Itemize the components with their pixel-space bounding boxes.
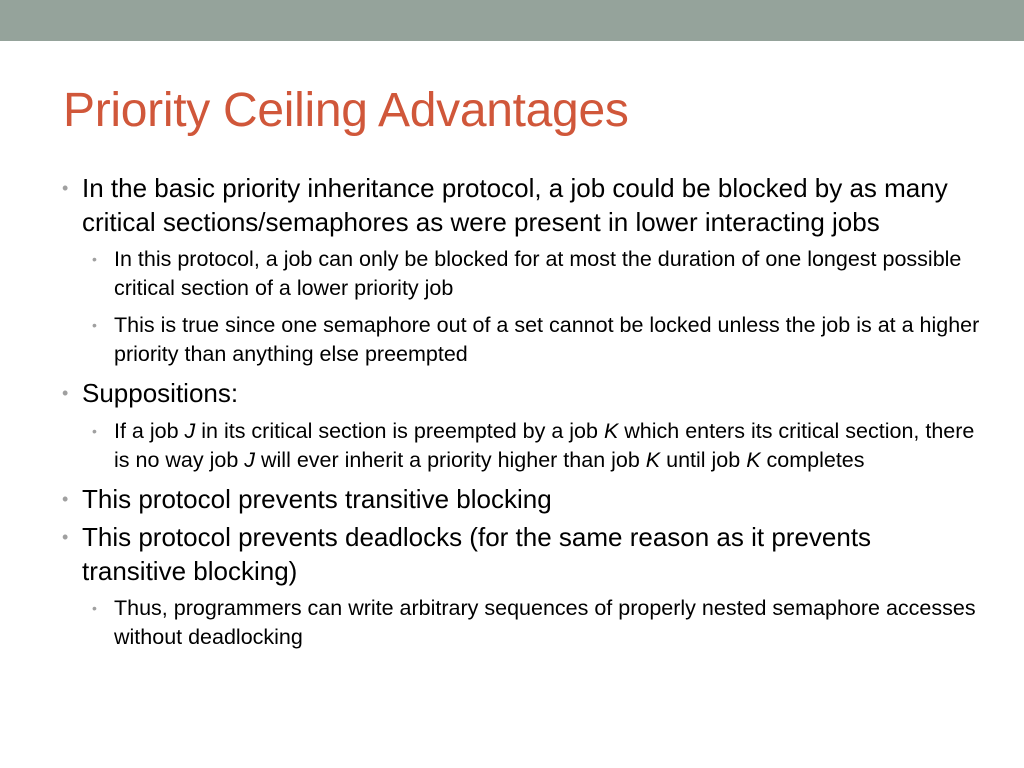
bullet-item (62, 172, 982, 239)
bullet-text: In the basic priority inheritance protocol, a job could be blocked by as many critical sections/semaphores as were present in lower interacting jobs (82, 173, 948, 237)
sub-bullet-text: Thus, programmers can write arbitrary sequences of properly nested semaphore accesses without deadlocking (114, 596, 976, 649)
variable-k: K (645, 447, 661, 472)
bullet-text: Suppositions: (82, 378, 239, 408)
sub-bullet-item (62, 417, 982, 475)
bullet-marker-icon: • (62, 383, 69, 403)
slide-title: Priority Ceiling Advantages (63, 84, 629, 137)
text-run: If a job (114, 418, 185, 443)
bullet-item (62, 483, 982, 517)
bullet-marker-icon: • (62, 527, 69, 547)
sub-bullet-item (62, 594, 982, 652)
variable-j: J (184, 418, 196, 443)
variable-k: K (746, 447, 761, 472)
bullet-item (62, 377, 982, 411)
sub-bullet-text: In this protocol, a job can only be blocked for at most the duration of one longest possible critical section of a lower priority job (114, 247, 962, 300)
text-run: will ever inherit a priority higher than job (255, 447, 646, 472)
text-run: completes (760, 447, 865, 472)
top-accent-bar (0, 0, 1024, 41)
slide-body (62, 172, 982, 660)
bullet-marker-icon: • (62, 488, 69, 509)
bullet-text: This protocol prevents transitive blocking (82, 483, 552, 514)
sub-bullet-marker-icon: • (92, 251, 97, 267)
sub-bullet-marker-icon: • (92, 317, 97, 333)
bullet-marker-icon: • (62, 178, 69, 198)
sub-bullet-marker-icon: • (92, 422, 97, 439)
text-run: until job (660, 447, 747, 472)
sub-bullet-marker-icon: • (92, 600, 97, 616)
text-run: in its critical section is preempted by a job (195, 418, 604, 443)
variable-j: J (244, 447, 256, 472)
text-run: which enters its critical section, there is no way job (114, 418, 975, 472)
sub-bullet-item (62, 245, 982, 303)
bullet-item (62, 521, 982, 588)
sub-bullet-item (62, 311, 982, 369)
variable-k: K (603, 418, 619, 443)
bullet-text: This protocol prevents deadlocks (for the same reason as it prevents transitive blocking) (82, 522, 872, 586)
sub-bullet-text (114, 419, 974, 472)
sub-bullet-text: This is true since one semaphore out of a set cannot be locked unless the job is at a higher priority than anything else preempted (114, 313, 980, 366)
